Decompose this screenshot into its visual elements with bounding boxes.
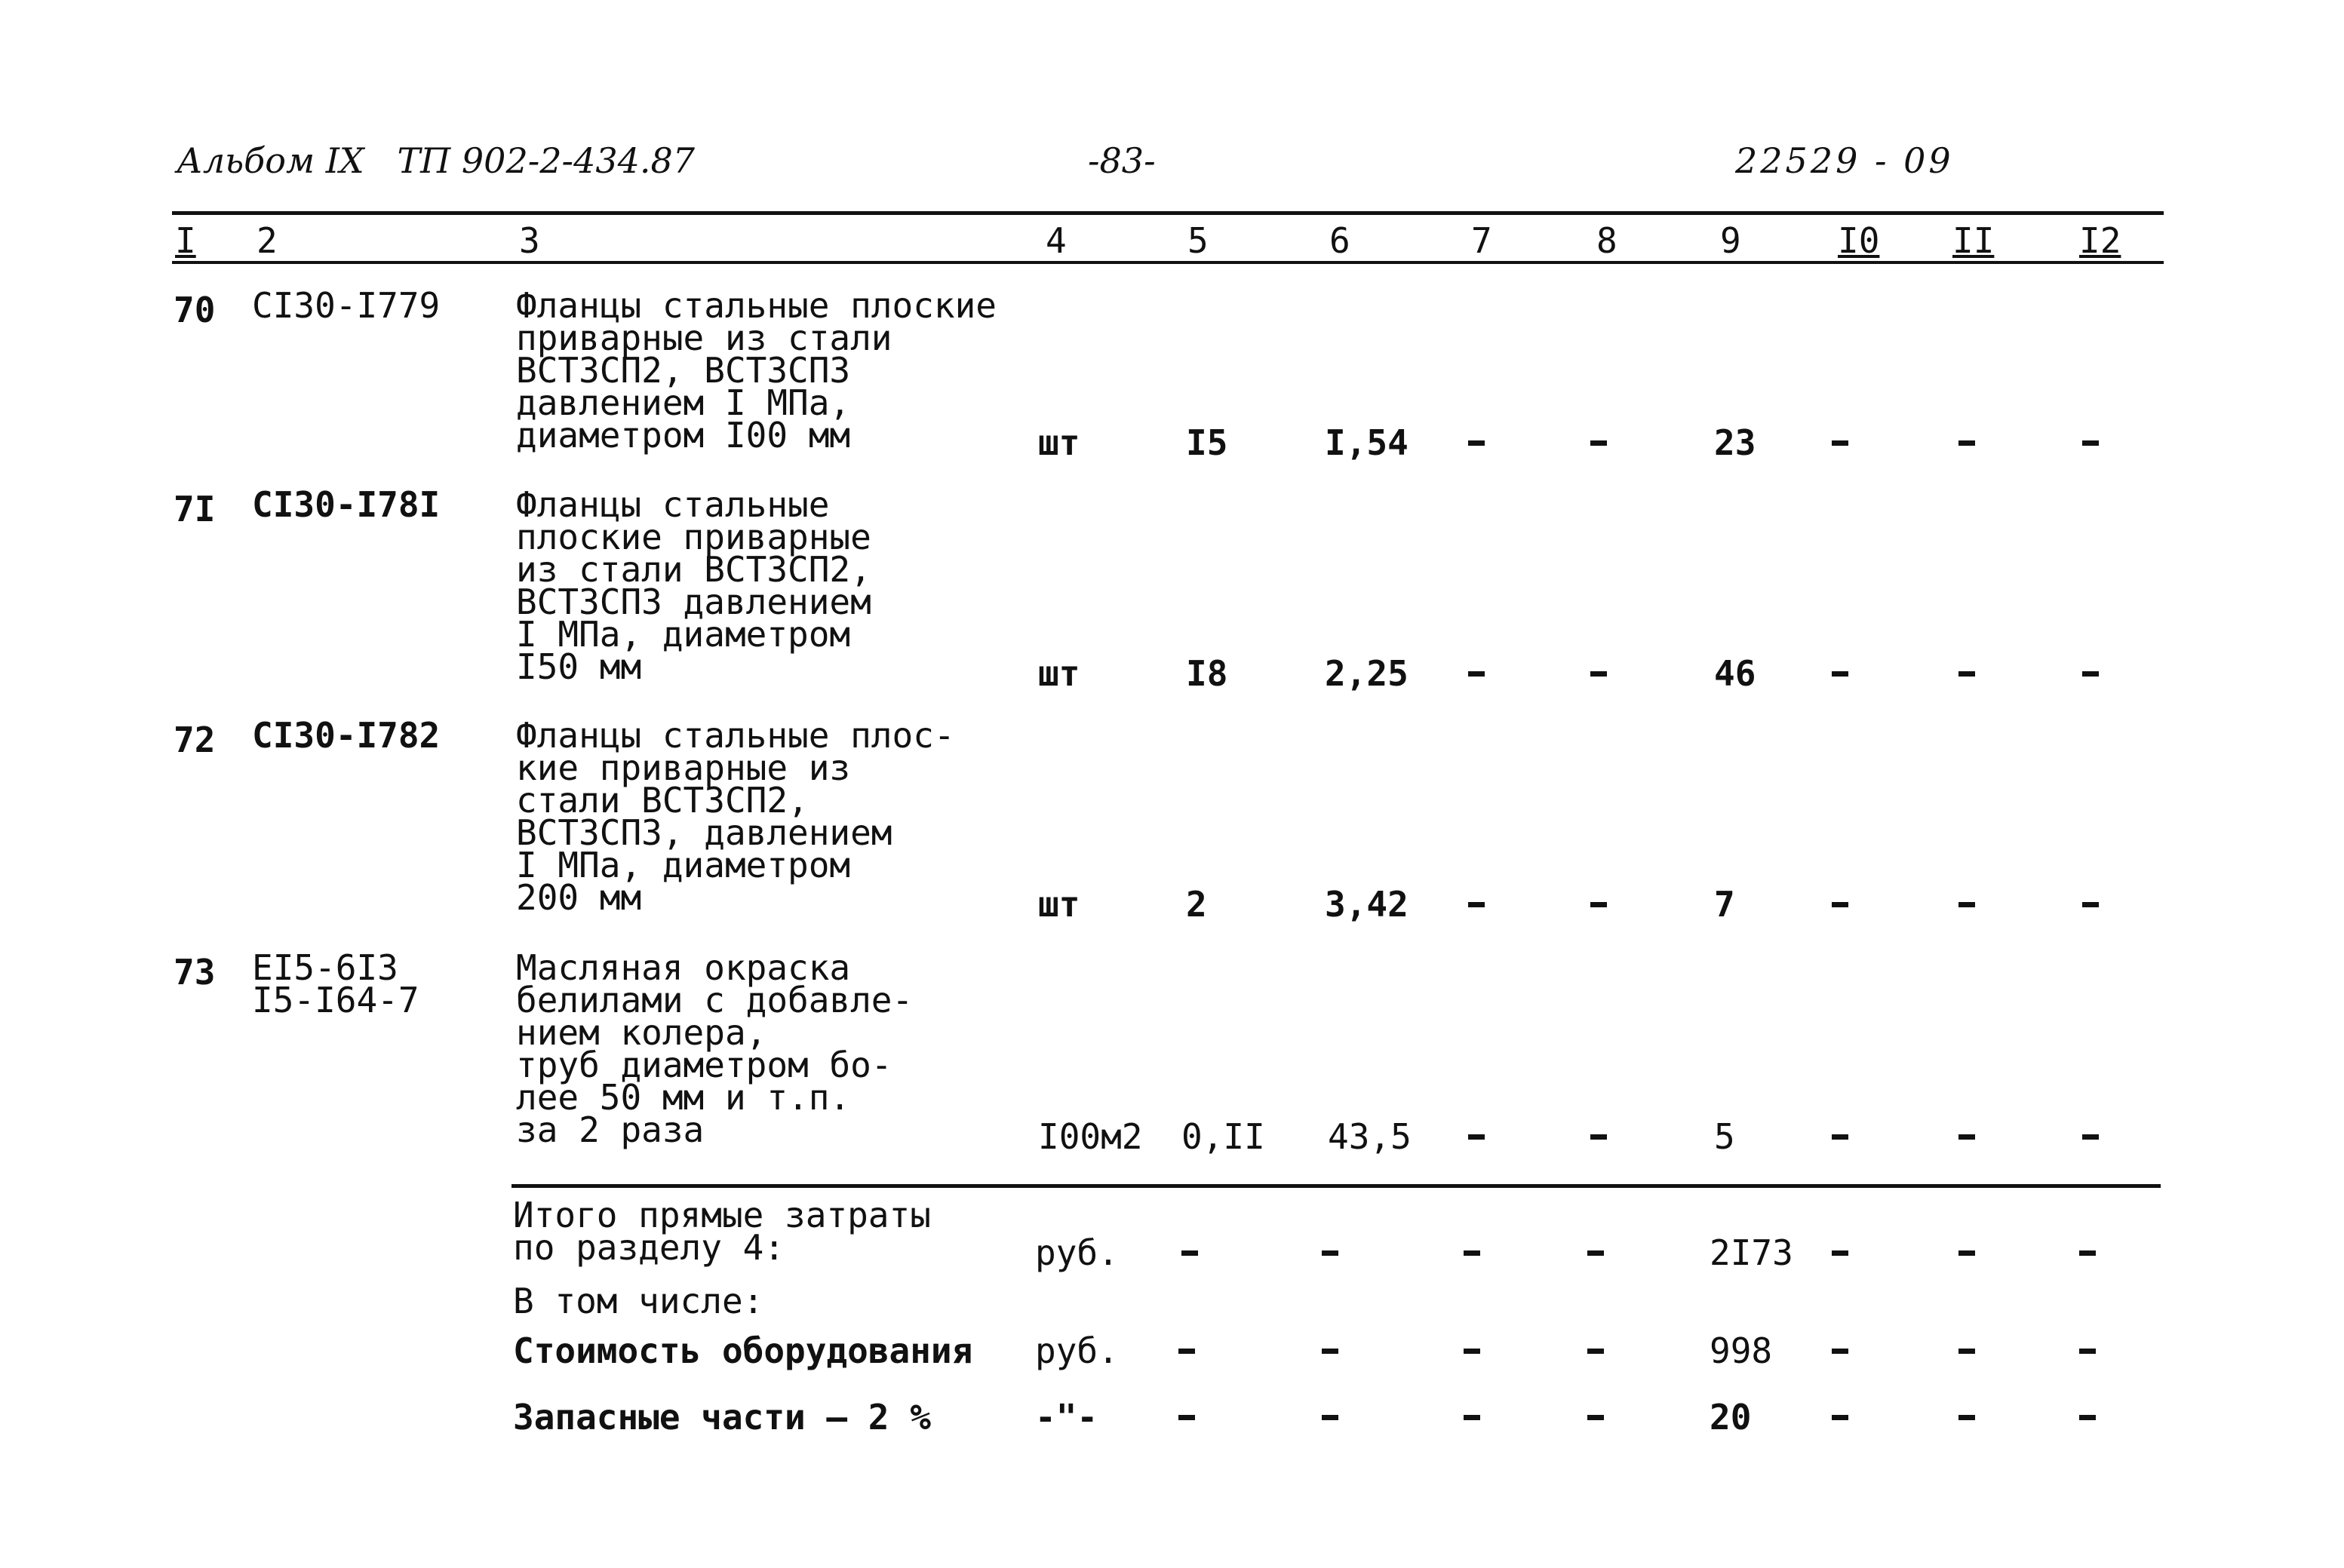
- summary-label: Запасные части – 2 %: [513, 1397, 931, 1438]
- column-number: I2: [2079, 220, 2121, 261]
- total-cost: 23: [1714, 422, 1756, 463]
- empty-dash: [2079, 1415, 2096, 1420]
- unit-price: 2,25: [1325, 653, 1409, 694]
- unit: руб.: [1035, 1232, 1119, 1273]
- unit: шт: [1038, 884, 1080, 925]
- empty-dash: [1832, 1349, 1848, 1354]
- empty-dash: [1590, 671, 1607, 677]
- empty-dash: [1468, 671, 1485, 677]
- column-number: I0: [1838, 220, 1880, 261]
- unit: I00м2: [1038, 1116, 1143, 1157]
- rate-code: CI30-I779: [252, 285, 441, 326]
- total-cost: 7: [1714, 884, 1735, 925]
- empty-dash: [2082, 1134, 2099, 1140]
- total-cost: 998: [1710, 1330, 1773, 1371]
- empty-dash: [1832, 1134, 1848, 1140]
- quantity: 0,II: [1181, 1116, 1265, 1157]
- unit-price: 43,5: [1328, 1116, 1412, 1157]
- empty-dash: [1832, 1250, 1848, 1256]
- quantity: I8: [1186, 653, 1228, 694]
- total-cost: 2I73: [1710, 1232, 1793, 1273]
- empty-dash: [1958, 1415, 1975, 1420]
- empty-dash: [1468, 902, 1485, 907]
- empty-dash: [1178, 1349, 1195, 1354]
- empty-dash: [1590, 1134, 1607, 1140]
- quantity: 2: [1186, 884, 1207, 925]
- empty-dash: [1590, 440, 1607, 446]
- empty-dash: [1832, 902, 1848, 907]
- column-number: 7: [1471, 220, 1492, 261]
- summary-label: Стоимость оборудования: [513, 1330, 973, 1371]
- empty-dash: [1464, 1349, 1480, 1354]
- empty-dash: [1958, 902, 1975, 907]
- empty-dash: [1322, 1349, 1338, 1354]
- work-description: Фланцы стальные плос- кие приварные из стали ВСТ3СП2, ВСТ3СП3, давлением I МПа, диаметром 200 мм: [516, 715, 955, 918]
- page-number: -83-: [1088, 140, 1156, 181]
- summary-label: В том числе:: [513, 1281, 764, 1321]
- empty-dash: [1832, 440, 1848, 446]
- column-number: 9: [1720, 220, 1741, 261]
- empty-dash: [2079, 1250, 2096, 1256]
- column-number: I: [175, 220, 196, 261]
- empty-dash: [2082, 902, 2099, 907]
- column-number: II: [1952, 220, 1995, 261]
- empty-dash: [1958, 1134, 1975, 1140]
- empty-dash: [1468, 440, 1485, 446]
- row-number: 73: [174, 952, 216, 993]
- empty-dash: [2082, 440, 2099, 446]
- total-cost: 20: [1710, 1397, 1752, 1438]
- work-description: Масляная окраска белилами с добавле- нием колера, труб диаметром бо- лее 50 мм и т.п. за 2 раза: [516, 947, 914, 1150]
- empty-dash: [1832, 671, 1848, 677]
- unit-price: I,54: [1325, 422, 1409, 463]
- empty-dash: [2079, 1349, 2096, 1354]
- album-header: [177, 140, 695, 181]
- work-description: Фланцы стальные плоские приварные из стали ВСТ3СП2, ВСТ3СП3 давлением I МПа, диаметром I00 мм: [516, 285, 997, 456]
- unit: шт: [1038, 422, 1080, 463]
- column-number: 4: [1046, 220, 1067, 261]
- summary-rule: [512, 1184, 2161, 1188]
- rate-code: CI30-I78I: [252, 484, 441, 525]
- row-number: 72: [174, 720, 216, 760]
- empty-dash: [1464, 1250, 1480, 1256]
- project-code: ТП 902-2-434.87: [397, 140, 696, 181]
- empty-dash: [1181, 1250, 1198, 1256]
- unit: руб.: [1035, 1330, 1119, 1371]
- album-label: Альбом IX: [177, 140, 364, 181]
- summary-label: Итого прямые затраты по разделу 4:: [513, 1195, 931, 1268]
- empty-dash: [1178, 1415, 1195, 1420]
- empty-dash: [1590, 902, 1607, 907]
- document-code: 22529 - 09: [1735, 140, 1954, 181]
- empty-dash: [1322, 1415, 1338, 1420]
- empty-dash: [1587, 1349, 1604, 1354]
- empty-dash: [1322, 1250, 1338, 1256]
- rate-code: CI30-I782: [252, 715, 441, 756]
- empty-dash: [1958, 1349, 1975, 1354]
- empty-dash: [1958, 1250, 1975, 1256]
- column-number: 3: [519, 220, 540, 261]
- quantity: I5: [1186, 422, 1228, 463]
- empty-dash: [1468, 1134, 1485, 1140]
- empty-dash: [2082, 671, 2099, 677]
- total-cost: 5: [1714, 1116, 1735, 1157]
- column-number: 2: [257, 220, 278, 261]
- header-rule: [172, 261, 2164, 264]
- unit: шт: [1038, 653, 1080, 694]
- column-number: 8: [1596, 220, 1617, 261]
- top-rule: [172, 211, 2164, 215]
- empty-dash: [1587, 1415, 1604, 1420]
- unit-price: 3,42: [1325, 884, 1409, 925]
- unit: -"-: [1035, 1397, 1098, 1438]
- empty-dash: [1587, 1250, 1604, 1256]
- empty-dash: [1464, 1415, 1480, 1420]
- empty-dash: [1958, 440, 1975, 446]
- column-number: 5: [1187, 220, 1209, 261]
- column-number: 6: [1329, 220, 1350, 261]
- total-cost: 46: [1714, 653, 1756, 694]
- row-number: 7I: [174, 489, 216, 529]
- empty-dash: [1832, 1415, 1848, 1420]
- rate-code: EI5-6I3 I5-I64-7: [252, 947, 419, 1020]
- row-number: 70: [174, 290, 216, 330]
- empty-dash: [1958, 671, 1975, 677]
- work-description: Фланцы стальные плоские приварные из стали ВСТ3СП2, ВСТ3СП3 давлением I МПа, диаметром I50 мм: [516, 484, 871, 687]
